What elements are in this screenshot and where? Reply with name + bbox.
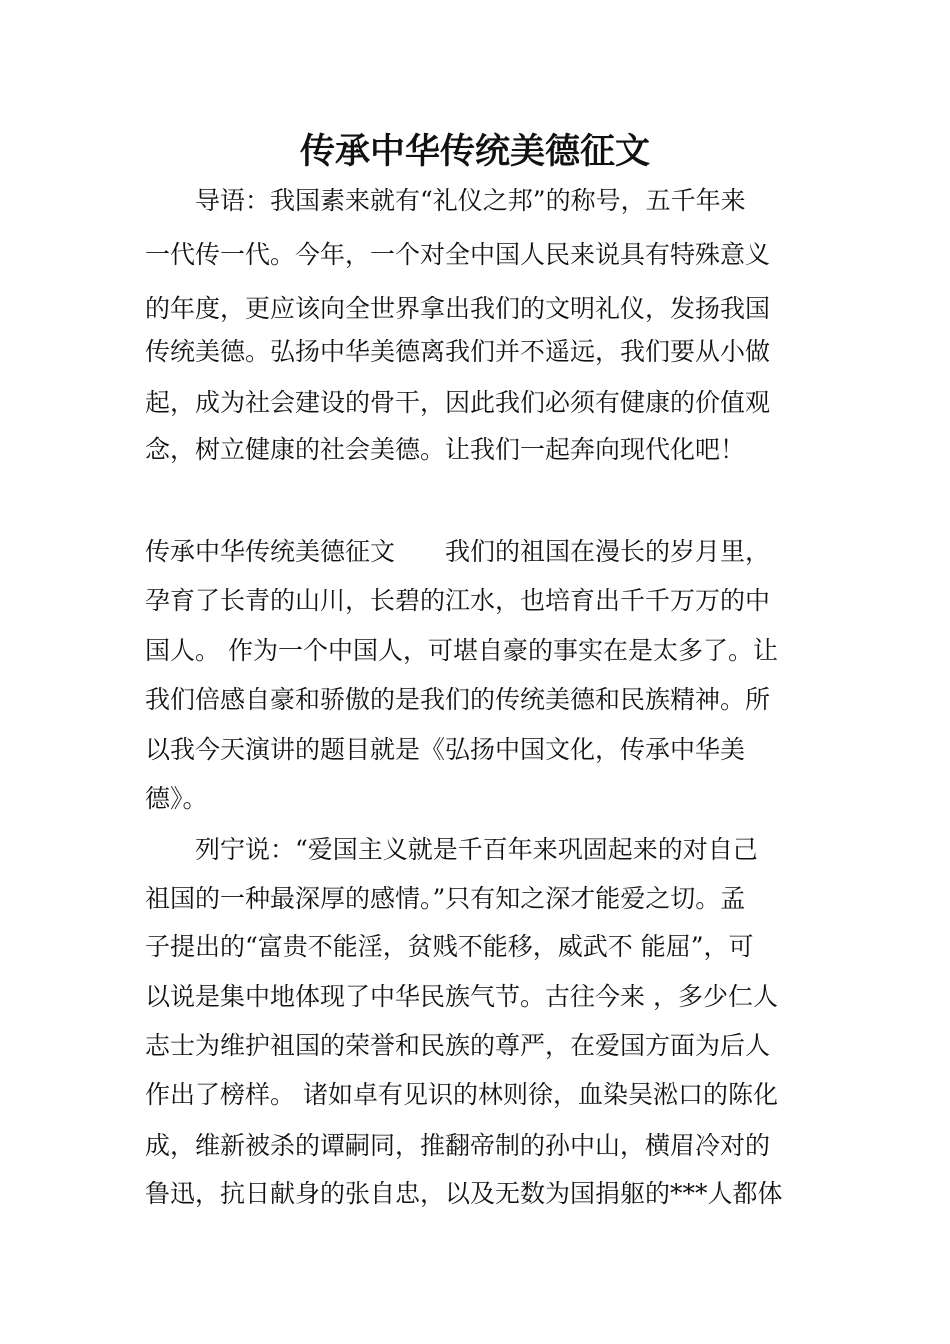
- intro-line-3: 的年度，更应该向全世界拿出我们的文明礼仪，发扬我国: [145, 294, 771, 323]
- intro-line-5: 起，成为社会建设的骨干，因此我们必须有健康的价值观: [145, 388, 771, 417]
- document-title: 传承中华传统美德征文: [299, 131, 650, 172]
- intro-line-4: 传统美德。弘扬中华美德离我们并不遥远，我们要从小做: [145, 337, 771, 366]
- body-line-2: 孕育了长青的山川，长碧的江水，也培育出千千万万的中: [145, 586, 771, 615]
- body-line-1: 传承中华传统美德征文 我们的祖国在漫长的岁月里，: [145, 537, 771, 566]
- body-line-10: 以说是集中地体现了中华民族气节。古往今来 ，多少仁人: [145, 982, 778, 1011]
- body-line-13: 成，维新被杀的谭嗣同，推翻帝制的孙中山，横眉冷对的: [145, 1131, 771, 1160]
- body-line-9: 子提出的“富贵不能淫，贫贱不能移，威武不 能屈”，可: [145, 932, 754, 961]
- intro-line-1: 导语：我国素来就有“礼仪之邦”的称号，五千年来: [145, 186, 746, 215]
- body-line-14: 鲁迅，抗日献身的张自忠，以及无数为国捐躯的***人都体: [145, 1179, 783, 1208]
- body-line-4: 我们倍感自豪和骄傲的是我们的传统美德和民族精神。所: [145, 685, 771, 714]
- body-line-12: 作出了榜样。 诸如卓有见识的林则徐，血染吴淞口的陈化: [145, 1080, 778, 1109]
- body-line-3: 国人。 作为一个中国人，可堪自豪的事实在是太多了。让: [145, 636, 778, 665]
- body-line-6: 德》。: [145, 784, 208, 813]
- intro-line-6: 念，树立健康的社会美德。让我们一起奔向现代化吧！: [145, 435, 746, 464]
- intro-line-2: 一代传一代。今年，一个对全中国人民来说具有特殊意义: [145, 240, 771, 269]
- body-line-11: 志士为维护祖国的荣誉和民族的尊严，在爱国方面为后人: [145, 1031, 771, 1060]
- body-line-7: 列宁说：“爱国主义就是千百年来巩固起来的对自己: [145, 835, 758, 864]
- body-line-8: 祖国的一种最深厚的感情。”只有知之深才能爱之切。孟: [145, 884, 746, 913]
- body-line-5: 以我今天演讲的题目就是《弘扬中国文化，传承中华美: [145, 735, 746, 764]
